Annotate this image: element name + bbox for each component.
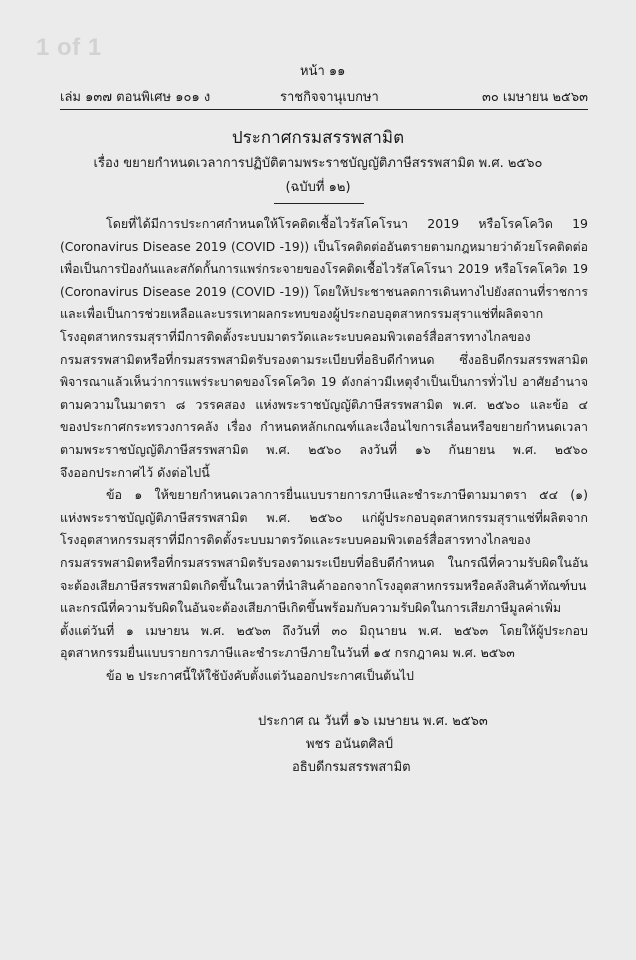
page-number: หน้า ๑๑ bbox=[300, 64, 346, 79]
body-line: ของประกาศกระทรวงการคลัง เรื่อง กำหนดหลักเกณฑ์และเงื่อนไขการเลื่อนหรือขยายกำหนดเวลา bbox=[60, 419, 588, 435]
body-line: โรงอุตสาหกรรมสุราที่มีการติดตั้งระบบมาตรวัดและระบบคอมพิวเตอร์สื่อสารทางไกลของ bbox=[60, 328, 531, 344]
clause-1-line: แห่งพระราชบัญญัติภาษีสรรพสามิต พ.ศ. ๒๕๖๐ แก่ผู้ประกอบอุตสาหกรรมสุราแช่ที่ผลิตจาก bbox=[60, 509, 588, 525]
announcement-body bbox=[60, 213, 588, 687]
clause-1-line: ข้อ ๑ ให้ขยายกำหนดเวลาการยื่นแบบรายการภาษีและชำระภาษีตามมาตรา ๕๔ (๑) bbox=[106, 487, 588, 503]
clause-1-line: และกรณีที่ความรับผิดในอันจะต้องเสียภาษีเกิดขึ้นพร้อมกับความรับผิดในการเสียภาษีมูลค่าเพิ่ม bbox=[60, 600, 562, 616]
clause-1-line: โรงอุตสาหกรรมสุราที่มีการติดตั้งระบบมาตรวัดและระบบคอมพิวเตอร์สื่อสารทางไกลของ bbox=[60, 532, 531, 548]
issue-number: (ฉบับที่ ๑๒) bbox=[285, 180, 351, 195]
announcement-subject: เรื่อง ขยายกำหนดเวลาการปฏิบัติตามพระราชบัญญัติภาษีสรรพสามิต พ.ศ. ๒๕๖๐ bbox=[93, 156, 543, 171]
gazette-name: ราชกิจจานุเบกษา bbox=[280, 90, 379, 105]
clause-1-line: กรมสรรพสามิตหรือที่กรมสรรพสามิตรับรองตามระเบียบที่อธิบดีกำหนด ในกรณีที่ความรับผิดในอัน bbox=[60, 554, 588, 570]
clause-2-line: ข้อ ๒ ประกาศนี้ให้ใช้บังคับตั้งแต่วันออกประกาศเป็นต้นไป bbox=[106, 667, 414, 683]
body-line: เพื่อเป็นการป้องกันและสกัดกั้นการแพร่กระจายของโรคติดเชื้อไวรัสโคโรนา 2019 หรือโรคโควิด 19 bbox=[60, 262, 588, 277]
body-line: (Coronavirus Disease 2019 (COVID -19)) เป็นโรคติดต่ออันตรายตามกฎหมายว่าด้วยโรคติดต่อ bbox=[60, 239, 588, 254]
body-line: พิจารณาแล้วเห็นว่าการแพร่ระบาดของโรคโควิด 19 ดังกล่าวมีเหตุจำเป็นเป็นการทั่วไป อาศัยอำนาจ bbox=[60, 375, 588, 390]
clause-1-line: ตั้งแต่วันที่ ๑ เมษายน พ.ศ. ๒๕๖๓ ถึงวันที่ ๓๐ มิถุนายน พ.ศ. ๒๕๖๓ โดยให้ผู้ประกอบ bbox=[60, 622, 588, 638]
title-divider bbox=[274, 203, 364, 204]
volume-info: เล่ม ๑๓๗ ตอนพิเศษ ๑๐๑ ง bbox=[60, 90, 211, 105]
body-line: จึงออกประกาศไว้ ดังต่อไปนี้ bbox=[60, 464, 210, 480]
body-line: โดยที่ได้มีการประกาศกำหนดให้โรคติดเชื้อไวรัสโคโรนา 2019 หรือโรคโควิด 19 bbox=[106, 216, 588, 231]
header-divider bbox=[60, 109, 588, 110]
body-line: ตามพระราชบัญญัติภาษีสรรพสามิต พ.ศ. ๒๕๖๐ ลงวันที่ ๑๖ กันยายน พ.ศ. ๒๕๖๐ bbox=[60, 441, 588, 457]
announcement-title: ประกาศกรมสรรพสามิต bbox=[231, 128, 405, 148]
signatory-position: อธิบดีกรมสรรพสามิต bbox=[292, 760, 411, 775]
signatory-name: พชร อนันตศิลป์ bbox=[306, 737, 394, 752]
gazette-date: ๓๐ เมษายน ๒๕๖๓ bbox=[481, 90, 588, 105]
clause-1-line: อุตสาหกรรมยื่นแบบรายการภาษีและชำระภาษีภายในวันที่ ๑๕ กรกฎาคม พ.ศ. ๒๕๖๓ bbox=[60, 645, 515, 661]
body-line: กรมสรรพสามิตหรือที่กรมสรรพสามิตรับรองตามระเบียบที่อธิบดีกำหนด ซึ่งอธิบดีกรมสรรพสามิต bbox=[60, 351, 588, 367]
page-counter-label: 1 of 1 bbox=[36, 34, 102, 61]
body-line: (Coronavirus Disease 2019 (COVID -19)) โดยให้ประชาชนลดการเดินทางไปยังสถานที่ราชการ bbox=[60, 284, 588, 299]
signature-date: ประกาศ ณ วันที่ ๑๖ เมษายน พ.ศ. ๒๕๖๓ bbox=[258, 714, 488, 729]
body-line: ตามความในมาตรา ๘ วรรคสอง แห่งพระราชบัญญัติภาษีสรรพสามิต พ.ศ. ๒๕๖๐ และข้อ ๔ bbox=[60, 396, 588, 412]
body-line: และเพื่อเป็นการช่วยเหลือและบรรเทาผลกระทบของผู้ประกอบอุตสาหกรรมสุราแช่ที่ผลิตจาก bbox=[60, 306, 544, 322]
clause-1-line: จะต้องเสียภาษีสรรพสามิตเกิดขึ้นในเวลาที่นำสินค้าออกจากโรงอุตสาหกรรมหรือคลังสินค้าทัณฑ์บน bbox=[60, 577, 587, 593]
